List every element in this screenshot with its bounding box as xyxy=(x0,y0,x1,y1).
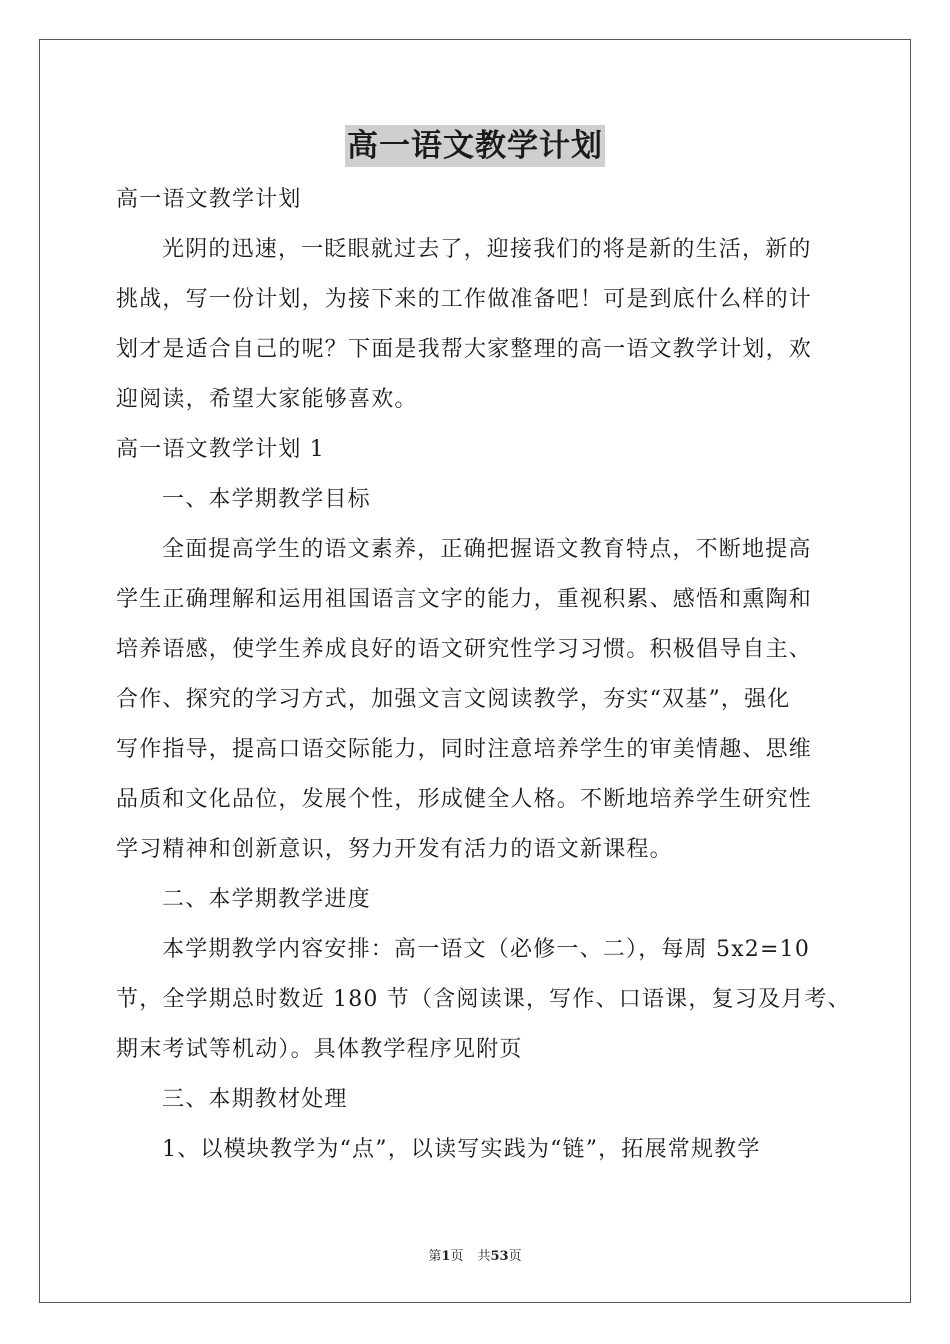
paragraph-line: 学习精神和创新意识，努力开发有活力的语文新课程。 xyxy=(116,837,673,862)
paragraph-line: 迎阅读，希望大家能够喜欢。 xyxy=(116,387,418,412)
paragraph-line: 本学期教学内容安排：高一语文（必修一、二），每周 5x2=10 xyxy=(162,937,811,962)
paragraph-line: 节，全学期总时数近 180 节（含阅读课，写作、口语课，复习及月考、 xyxy=(116,987,851,1012)
footer-total-number: 53 xyxy=(490,1249,509,1264)
paragraph-line: 划才是适合自己的呢？下面是我帮大家整理的高一语文教学计划，欢 xyxy=(116,337,813,362)
subsection-heading: 二、本学期教学进度 xyxy=(162,887,371,912)
paragraph-line: 光阴的迅速，一眨眼就过去了，迎接我们的将是新的生活，新的 xyxy=(162,237,812,262)
footer-page-prefix: 第 xyxy=(428,1249,442,1264)
paragraph-line: 期末考试等机动）。具体教学程序见附页 xyxy=(116,1037,523,1062)
paragraph-line: 全面提高学生的语文素养，正确把握语文教育特点，不断地提高 xyxy=(162,537,812,562)
footer-page-mid: 页 xyxy=(450,1249,464,1264)
page-footer xyxy=(0,1245,950,1264)
footer-page-number: 1 xyxy=(441,1249,451,1264)
paragraph-line: 品质和文化品位，发展个性，形成健全人格。不断地培养学生研究性 xyxy=(116,787,813,812)
subsection-heading: 一、本学期教学目标 xyxy=(162,487,371,512)
title-container xyxy=(0,125,950,167)
paragraph-line: 学生正确理解和运用祖国语言文字的能力，重视积累、感悟和熏陶和 xyxy=(116,587,813,612)
paragraph-line: 合作、探究的学习方式，加强文言文阅读教学，夯实“双基”，强化 xyxy=(116,687,791,712)
paragraph-line: 培养语感，使学生养成良好的语文研究性学习习惯。积极倡导自主、 xyxy=(116,637,813,662)
paragraph-line: 1、以模块教学为“点”，以读写实践为“链”，拓展常规教学 xyxy=(162,1137,761,1162)
subsection-heading: 三、本期教材处理 xyxy=(162,1087,348,1112)
document-title: 高一语文教学计划 xyxy=(345,125,605,167)
section-heading: 高一语文教学计划 1 xyxy=(116,437,325,462)
paragraph-line: 写作指导，提高口语交际能力，同时注意培养学生的审美情趣、思维 xyxy=(116,737,813,762)
footer-total-suffix: 页 xyxy=(508,1249,522,1264)
footer-total-prefix: 共 xyxy=(477,1249,491,1264)
subtitle-line: 高一语文教学计划 xyxy=(116,187,302,212)
paragraph-line: 挑战，写一份计划，为接下来的工作做准备吧！可是到底什么样的计 xyxy=(116,287,813,312)
